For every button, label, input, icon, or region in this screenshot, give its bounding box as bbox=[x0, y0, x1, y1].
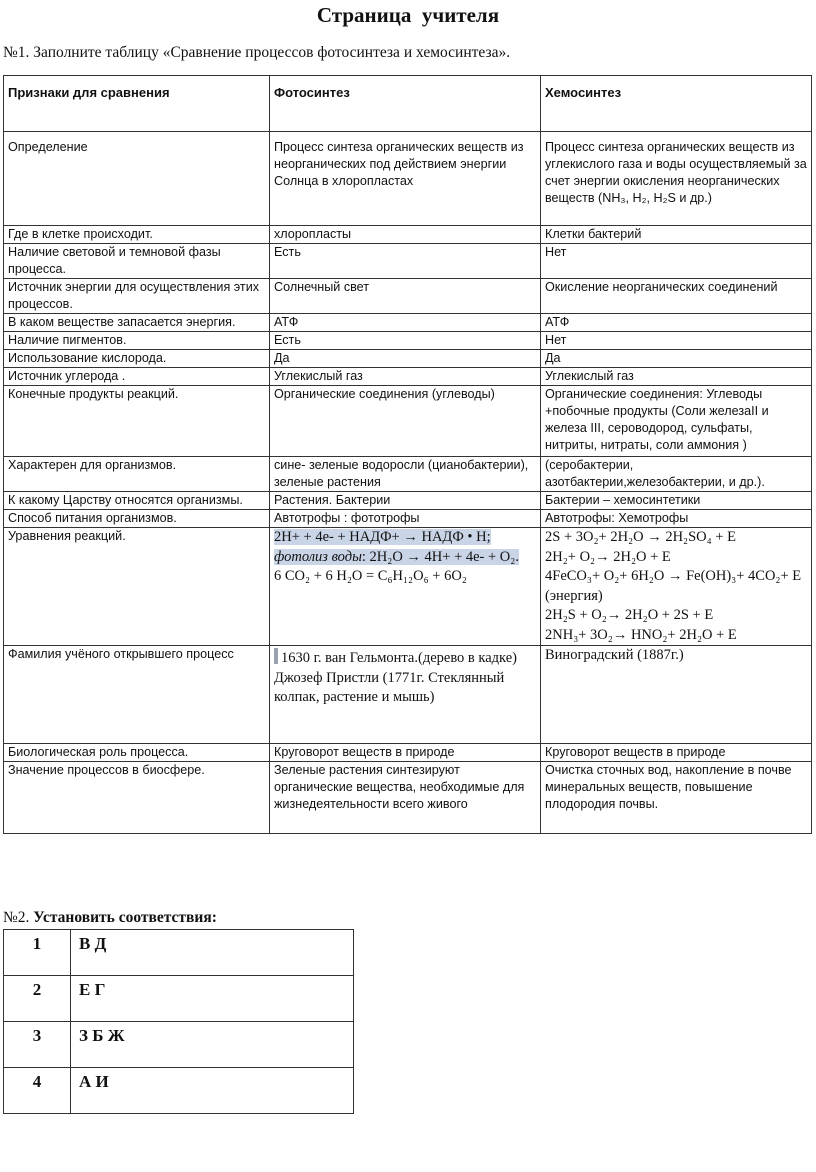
photo-cell: сине- зеленые водоросли (цианобактерии), зеленые растения bbox=[270, 457, 541, 492]
answer-number: 3 bbox=[4, 1022, 71, 1068]
chemo-equations bbox=[541, 528, 812, 646]
eq-hydrogen-sulfide: 2H₂S + O₂→ 2H₂O + 2S + E bbox=[545, 607, 714, 623]
table-row bbox=[4, 226, 812, 244]
page-title: Страница учителя bbox=[316, 3, 500, 27]
criteria-cell: Использование кислорода. bbox=[4, 350, 270, 368]
text-cursor-bar bbox=[274, 648, 278, 664]
table-row bbox=[4, 314, 812, 332]
answer-number: 1 bbox=[4, 930, 71, 976]
photo-cell: Зеленые растения синтезируют органические вещества, необходимые для жизнедеятельности всего живого bbox=[270, 762, 541, 834]
answers-table bbox=[3, 929, 354, 1114]
table-row bbox=[4, 457, 812, 492]
task-1-heading: №1. Заполните таблицу «Сравнение процессов фотосинтеза и хемосинтеза». bbox=[3, 44, 511, 61]
eq-nadph: 2H+ + 4e- + НАДФ+ → НАДФ • H; bbox=[274, 529, 491, 545]
photo-cell: Автотрофы : фототрофы bbox=[270, 510, 541, 528]
answer-value: В Д bbox=[71, 930, 354, 976]
photo-cell: Есть bbox=[270, 332, 541, 350]
table-row bbox=[4, 132, 812, 226]
table-row bbox=[4, 386, 812, 457]
chemo-discoverer: Виноградский (1887г.) bbox=[541, 646, 812, 744]
answer-number: 2 bbox=[4, 976, 71, 1022]
criteria-cell: Способ питания организмов. bbox=[4, 510, 270, 528]
criteria-cell: К какому Царству относятся организмы. bbox=[4, 492, 270, 510]
chemo-cell: Да bbox=[541, 350, 812, 368]
answer-value: З Б Ж bbox=[71, 1022, 354, 1068]
answer-row bbox=[4, 1068, 354, 1114]
photo-cell: Да bbox=[270, 350, 541, 368]
chemo-cell: (серобактерии, азотбактерии,железобактерии, и др.). bbox=[541, 457, 812, 492]
chemo-cell: Бактерии – хемосинтетики bbox=[541, 492, 812, 510]
header-chemosynthesis: Хемосинтез bbox=[541, 76, 812, 132]
table-row bbox=[4, 350, 812, 368]
task-2-number: №2. bbox=[3, 909, 34, 926]
eq-ammonia: 2NH₃+ 3O₂→ HNO₂+ 2H₂O + E bbox=[545, 626, 737, 643]
chemo-cell: Круговорот веществ в природе bbox=[541, 744, 812, 762]
chemo-cell: Автотрофы: Хемотрофы bbox=[541, 510, 812, 528]
eq-iron: 4FeCO₃+ O₂+ 6H₂O → Fe(OH)₃+ 4CO₂+ E (энергия) bbox=[545, 568, 802, 604]
eq-hydrogen: 2H₂+ O₂→ 2H₂O + E bbox=[545, 548, 671, 565]
discoverer-priestley: Джозеф Пристли (1771г. Стеклянный колпак, растение и мышь) bbox=[274, 669, 505, 705]
header-criteria: Признаки для сравнения bbox=[4, 76, 270, 132]
criteria-cell: Где в клетке происходит. bbox=[4, 226, 270, 244]
discoverer-helmont: 1630 г. ван Гельмонта.(дерево в кадке) bbox=[281, 650, 517, 666]
criteria-cell: Источник энергии для осуществления этих процессов. bbox=[4, 279, 270, 314]
criteria-cell: Фамилия учёного открывшего процесс bbox=[4, 646, 270, 744]
eq-photolysis: : 2H₂O → 4H+ + 4e- + O₂. bbox=[361, 548, 519, 565]
criteria-cell: Конечные продукты реакций. bbox=[4, 386, 270, 457]
table-row bbox=[4, 762, 812, 834]
table-row bbox=[4, 332, 812, 350]
table-row bbox=[4, 744, 812, 762]
answer-value: Е Г bbox=[71, 976, 354, 1022]
chemo-cell: АТФ bbox=[541, 314, 812, 332]
criteria-cell: Биологическая роль процесса. bbox=[4, 744, 270, 762]
criteria-cell: Определение bbox=[4, 132, 270, 226]
answer-number: 4 bbox=[4, 1068, 71, 1114]
table-row bbox=[4, 279, 812, 314]
discoverer-row bbox=[4, 646, 812, 744]
eq-photolysis-label: фотолиз воды bbox=[274, 548, 362, 565]
photo-cell: Круговорот веществ в природе bbox=[270, 744, 541, 762]
answer-row bbox=[4, 1022, 354, 1068]
photo-equations bbox=[270, 528, 541, 646]
task-2-heading bbox=[3, 909, 217, 927]
table-row bbox=[4, 368, 812, 386]
photo-cell: Есть bbox=[270, 244, 541, 279]
photo-cell: АТФ bbox=[270, 314, 541, 332]
table-header-row bbox=[4, 76, 812, 132]
chemo-cell: Окисление неорганических соединений bbox=[541, 279, 812, 314]
criteria-cell: Характерен для организмов. bbox=[4, 457, 270, 492]
chemo-cell: Нет bbox=[541, 332, 812, 350]
criteria-cell: Источник углерода . bbox=[4, 368, 270, 386]
table-row bbox=[4, 244, 812, 279]
photo-cell: Процесс синтеза органических веществ из неорганических под действием энергии Солнца в хлоропластах bbox=[270, 132, 541, 226]
photo-cell: Органические соединения (углеводы) bbox=[270, 386, 541, 457]
chemo-cell: Углекислый газ bbox=[541, 368, 812, 386]
photo-discoverer bbox=[270, 646, 541, 744]
answer-row bbox=[4, 930, 354, 976]
chemo-cell: Очистка сточных вод, накопление в почве минеральных веществ, повышение плодородия почвы. bbox=[541, 762, 812, 834]
photo-cell: хлоропласты bbox=[270, 226, 541, 244]
chemo-cell: Органические соединения: Углеводы +побочные продукты (Соли железаII и железа III, сероводород, сульфаты, нитриты, нитраты, соли аммония ) bbox=[541, 386, 812, 457]
table-row bbox=[4, 492, 812, 510]
eq-glucose: 6 CO₂ + 6 H₂O = C₆H₁₂O₆ + 6O₂ bbox=[274, 568, 467, 584]
photo-cell: Солнечный свет bbox=[270, 279, 541, 314]
equations-row bbox=[4, 528, 812, 646]
photo-cell: Углекислый газ bbox=[270, 368, 541, 386]
criteria-cell: Наличие световой и темновой фазы процесса. bbox=[4, 244, 270, 279]
criteria-cell: В каком веществе запасается энергия. bbox=[4, 314, 270, 332]
eq-sulfur: 2S + 3O₂+ 2H₂O → 2H₂SO₄ + E bbox=[545, 529, 736, 545]
answer-value: А И bbox=[71, 1068, 354, 1114]
chemo-cell: Клетки бактерий bbox=[541, 226, 812, 244]
comparison-table bbox=[3, 75, 812, 834]
criteria-cell: Значение процессов в биосфере. bbox=[4, 762, 270, 834]
table-row bbox=[4, 510, 812, 528]
chemo-cell: Процесс синтеза органических веществ из углекислого газа и воды осуществляемый за счет энергии окисления неорганических веществ (NH₃, H₂, H₂S и др.) bbox=[541, 132, 812, 226]
criteria-cell: Уравнения реакций. bbox=[4, 528, 270, 646]
task-2-text: Установить соответствия: bbox=[33, 909, 217, 926]
criteria-cell: Наличие пигментов. bbox=[4, 332, 270, 350]
answer-row bbox=[4, 976, 354, 1022]
chemo-cell: Нет bbox=[541, 244, 812, 279]
header-photosynthesis: Фотосинтез bbox=[270, 76, 541, 132]
photo-cell: Растения. Бактерии bbox=[270, 492, 541, 510]
